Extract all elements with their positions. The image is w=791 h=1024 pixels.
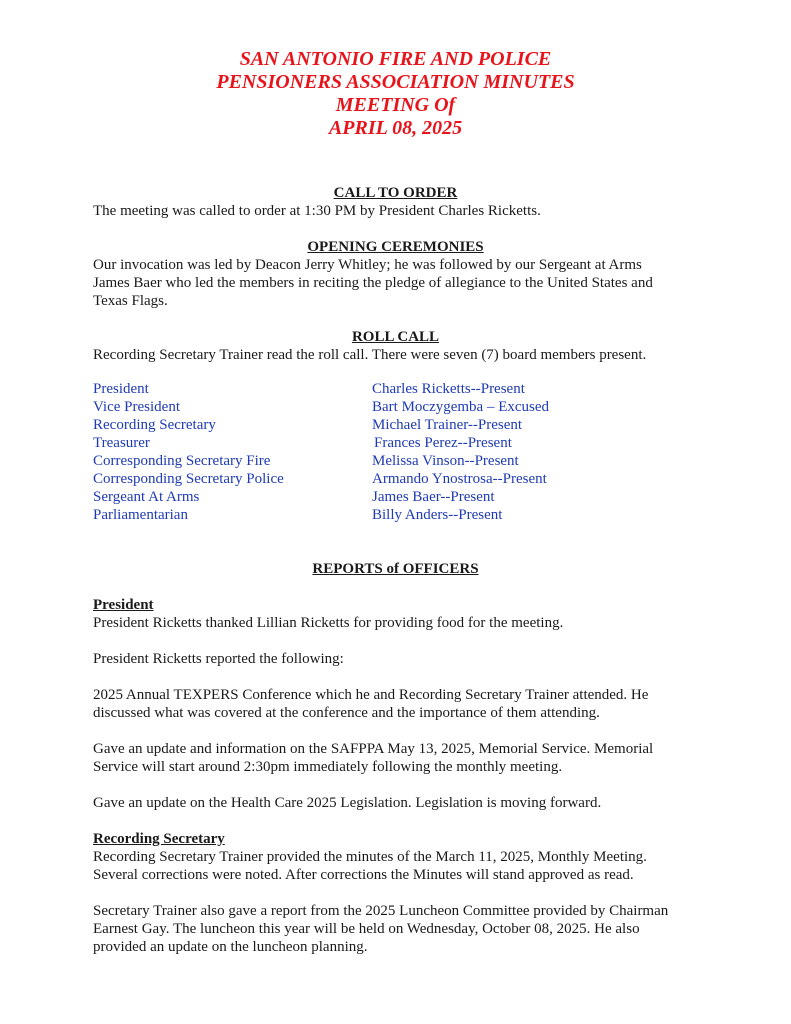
president-paragraph: President Ricketts reported the following: bbox=[93, 651, 344, 667]
call-to-order-text: The meeting was called to order at 1:30 PM by President Charles Ricketts. bbox=[93, 203, 541, 219]
president-paragraph bbox=[93, 740, 713, 776]
roll-call-text: Recording Secretary Trainer read the roll call. There were seven (7) board members present. bbox=[93, 347, 647, 363]
roll-call-row bbox=[93, 416, 713, 434]
text-line: James Baer who led the members in reciting the pledge of allegiance to the United States and bbox=[93, 275, 653, 291]
recording-secretary-paragraph bbox=[93, 902, 713, 956]
member-name: Frances Perez--Present bbox=[374, 435, 512, 451]
president-paragraph: President Ricketts thanked Lillian Ricketts for providing food for the meeting. bbox=[93, 615, 564, 631]
member-position: Vice President bbox=[93, 399, 180, 415]
roll-call-row bbox=[93, 452, 713, 470]
section-heading-reports: REPORTS of OFFICERS bbox=[312, 561, 479, 577]
member-name: Charles Ricketts--Present bbox=[372, 381, 525, 397]
member-position: Recording Secretary bbox=[93, 417, 216, 433]
roll-call-row bbox=[93, 488, 713, 506]
title-line: MEETING Of bbox=[335, 94, 456, 116]
roll-call-row bbox=[93, 434, 713, 452]
member-position: Corresponding Secretary Police bbox=[93, 471, 284, 487]
section-heading-call-to-order: CALL TO ORDER bbox=[333, 185, 458, 201]
member-position: Parliamentarian bbox=[93, 507, 188, 523]
member-name: Melissa Vinson--Present bbox=[372, 453, 519, 469]
text-line: Earnest Gay. The luncheon this year will be held on Wednesday, October 08, 2025. He also bbox=[93, 921, 640, 937]
text-line: Recording Secretary Trainer provided the minutes of the March 11, 2025, Monthly Meeting. bbox=[93, 849, 647, 865]
member-position: Treasurer bbox=[93, 435, 150, 451]
roll-call-list bbox=[93, 380, 713, 524]
text-line: discussed what was covered at the conference and the importance of them attending. bbox=[93, 705, 600, 721]
recording-secretary-paragraph bbox=[93, 848, 713, 884]
member-name: Bart Moczygemba – Excused bbox=[372, 399, 550, 415]
president-paragraph: Gave an update on the Health Care 2025 Legislation. Legislation is moving forward. bbox=[93, 795, 602, 811]
opening-ceremonies-text bbox=[93, 256, 713, 310]
title-line: SAN ANTONIO FIRE AND POLICE bbox=[239, 48, 552, 70]
member-position: President bbox=[93, 381, 149, 397]
text-line: Service will start around 2:30pm immediately following the monthly meeting. bbox=[93, 759, 563, 775]
member-name: Michael Trainer--Present bbox=[372, 417, 523, 433]
text-line: Our invocation was led by Deacon Jerry Whitley; he was followed by our Sergeant at Arms bbox=[93, 257, 642, 273]
text-line: Secretary Trainer also gave a report from the 2025 Luncheon Committee provided by Chairman bbox=[93, 903, 669, 919]
title-line: PENSIONERS ASSOCIATION MINUTES bbox=[216, 71, 575, 93]
text-line: 2025 Annual TEXPERS Conference which he and Recording Secretary Trainer attended. He bbox=[93, 687, 649, 703]
member-position: Corresponding Secretary Fire bbox=[93, 453, 271, 469]
text-line: Texas Flags. bbox=[93, 293, 168, 309]
roll-call-row bbox=[93, 380, 713, 398]
subheading-recording-secretary: Recording Secretary bbox=[93, 831, 225, 847]
roll-call-row bbox=[93, 398, 713, 416]
section-heading-roll-call: ROLL CALL bbox=[351, 329, 440, 345]
member-name: Armando Ynostrosa--Present bbox=[372, 471, 547, 487]
text-line: Several corrections were noted. After corrections the Minutes will stand approved as read. bbox=[93, 867, 634, 883]
text-line: Gave an update and information on the SAFPPA May 13, 2025, Memorial Service. Memorial bbox=[93, 741, 654, 757]
roll-call-row bbox=[93, 506, 713, 524]
document-title bbox=[0, 48, 791, 140]
title-line: APRIL 08, 2025 bbox=[328, 117, 463, 139]
member-position: Sergeant At Arms bbox=[93, 489, 200, 505]
text-line: provided an update on the luncheon planning. bbox=[93, 939, 368, 955]
member-name: James Baer--Present bbox=[372, 489, 495, 505]
subheading-president: President bbox=[93, 597, 154, 613]
section-heading-opening-ceremonies: OPENING CEREMONIES bbox=[307, 239, 484, 255]
member-name: Billy Anders--Present bbox=[372, 507, 503, 523]
president-paragraph bbox=[93, 686, 713, 722]
roll-call-row bbox=[93, 470, 713, 488]
